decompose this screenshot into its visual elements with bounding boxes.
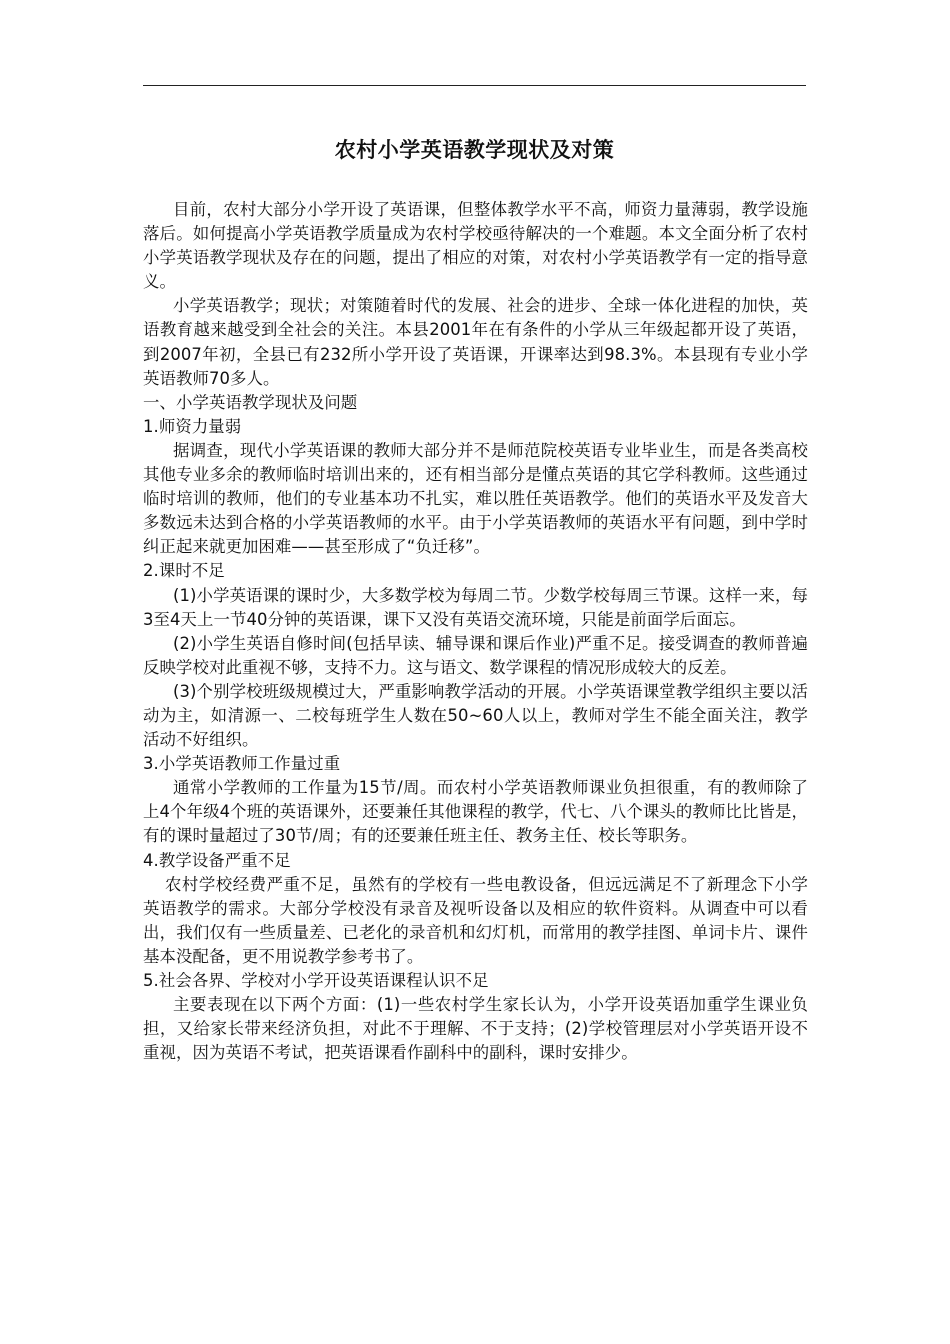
body-paragraph: (2)小学生英语自修时间(包括早读、辅导课和课后作业)严重不足。接受调查的教师普遍反映学校对此重视不够，支持不力。这与语文、数学课程的情况形成较大的反差。 [143, 633, 808, 677]
section-heading: 一、小学英语教学现状及问题 [143, 392, 358, 412]
body-paragraph: (3)个别学校班级规模过大，严重影响教学活动的开展。小学英语课堂教学组织主要以活动为主，如清源一、二校每班学生人数在50~60人以上，教师对学生不能全面关注，教学活动不好组织。 [143, 681, 808, 750]
subsection-heading: 4.教学设备严重不足 [143, 850, 291, 870]
document-title: 农村小学英语教学现状及对策 [334, 137, 615, 162]
body-paragraph: 通常小学教师的工作量为15节/周。而农村小学英语教师课业负担很重，有的教师除了上4个年级4个班的英语课外，还要兼任其他课程的教学，代七、八个课头的教师比比皆是，有的课时量超过了30节/周；有的还要兼任班主任、教务主任、校长等职务。 [143, 778, 808, 846]
body-paragraph: (1)小学英语课的课时少，大多数学校为每周二节。少数学校每周三节课。这样一来，每3至4天上一节40分钟的英语课，课下又没有英语交流环境，只能是前面学后面忘。 [143, 585, 808, 629]
subsection-heading: 3.小学英语教师工作量过重 [143, 754, 341, 774]
intro-paragraph: 小学英语教学；现状；对策随着时代的发展、社会的进步、全球一体化进程的加快，英语教育越来越受到全社会的关注。本县2001年在有条件的小学从三年级起都开设了英语，到2007年初，全县已有232所小学开设了英语课，开课率达到98.3%。本县现有专业小学英语教师70多人。 [143, 296, 808, 388]
body-paragraph: 农村学校经费严重不足，虽然有的学校有一些电教设备，但远远满足不了新理念下小学英语教学的需求。大部分学校没有录音及视听设备以及相应的软件资料。从调查中可以看出，我们仅有一些质量差、已老化的录音机和幻灯机，而常用的教学挂图、单词卡片、课件基本没配备，更不用说教学参考书了。 [143, 874, 808, 966]
document-body [143, 198, 808, 1065]
subsection-heading: 5.社会各界、学校对小学开设英语课程认识不足 [143, 971, 489, 990]
body-paragraph: 主要表现在以下两个方面：(1)一些农村学生家长认为，小学开设英语加重学生课业负担，又给家长带来经济负担，对此不于理解、不于支持；(2)学校管理层对小学英语开设不重视，因为英语不考试，把英语课看作副科中的副科，课时安排少。 [143, 995, 808, 1063]
abstract-paragraph: 目前，农村大部分小学开设了英语课，但整体教学水平不高，师资力量薄弱，教学设施落后。如何提高小学英语教学质量成为农村学校亟待解决的一个难题。本文全面分析了农村小学英语教学现状及存在的问题，提出了相应的对策，对农村小学英语教学有一定的指导意义。 [143, 200, 808, 292]
subsection-heading: 1.师资力量弱 [143, 416, 242, 436]
subsection-heading: 2.课时不足 [143, 561, 225, 581]
header-rule [143, 85, 806, 86]
body-paragraph: 据调查，现代小学英语课的教师大部分并不是师范院校英语专业毕业生，而是各类高校其他专业多余的教师临时培训出来的，还有相当部分是懂点英语的其它学科教师。这些通过临时培训的教师，他们的专业基本功不扎实，难以胜任英语教学。他们的英语水平及发音大多数远未达到合格的小学英语教师的水平。由于小学英语教师的英语水平有问题，到中学时纠正起来就更加困难——甚至形成了“负迁移”。 [143, 440, 808, 557]
